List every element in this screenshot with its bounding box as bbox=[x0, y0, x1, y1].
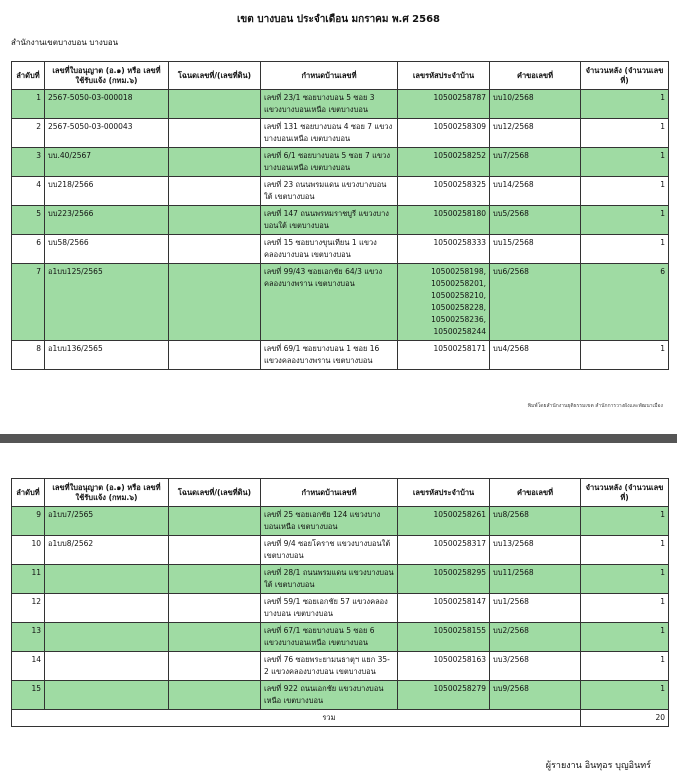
registration-table-page-2 bbox=[11, 478, 669, 727]
cell-license bbox=[45, 681, 169, 710]
cell-request-no: บบ10/2568 bbox=[490, 90, 581, 119]
cell-count: 1 bbox=[581, 90, 669, 119]
cell-deed bbox=[169, 264, 261, 341]
header-count: จำนวนหลัง (จำนวนเลขที่) bbox=[581, 479, 669, 507]
cell-no: 15 bbox=[12, 681, 45, 710]
cell-count: 1 bbox=[581, 235, 669, 264]
table-row bbox=[12, 206, 669, 235]
cell-house-code: 10500258279 bbox=[398, 681, 490, 710]
cell-no: 2 bbox=[12, 119, 45, 148]
cell-address: เลขที่ 23 ถนนพรมแดน แขวงบางบอนใต้ เขตบางบอน bbox=[261, 177, 398, 206]
cell-count: 1 bbox=[581, 148, 669, 177]
cell-deed bbox=[169, 341, 261, 370]
table-row bbox=[12, 652, 669, 681]
registration-table-page-1 bbox=[11, 61, 669, 370]
total-row bbox=[12, 710, 669, 727]
cell-license: บบ218/2566 bbox=[45, 177, 169, 206]
cell-house-code: 10500258180 bbox=[398, 206, 490, 235]
cell-deed bbox=[169, 565, 261, 594]
header-no: ลำดับที่ bbox=[12, 479, 45, 507]
cell-request-no: บบ2/2568 bbox=[490, 623, 581, 652]
table-header-row bbox=[12, 479, 669, 507]
cell-address: เลขที่ 76 ซอยพระยามนธาตุฯ แยก 35-2 แขวงคลองบางบอน เขตบางบอน bbox=[261, 652, 398, 681]
cell-count: 1 bbox=[581, 652, 669, 681]
office-name: สำนักงานเขตบางบอน บางบอน bbox=[11, 38, 119, 47]
cell-house-code: 10500258155 bbox=[398, 623, 490, 652]
cell-request-no: บบ15/2568 bbox=[490, 235, 581, 264]
cell-address: เลขที่ 922 ถนนเอกชัย แขวงบางบอนเหนือ เขตบางบอน bbox=[261, 681, 398, 710]
header-license: เลขที่ใบอนุญาต (อ.๑) หรือ เลขที่ใช้รับแจ้ง (กทม.๖) bbox=[45, 62, 169, 90]
table-body-page-1 bbox=[12, 90, 669, 370]
cell-address: เลขที่ 23/1 ซอยบางบอน 5 ซอย 3 แขวงบางบอนเหนือ เขตบางบอน bbox=[261, 90, 398, 119]
cell-request-no: บบ7/2568 bbox=[490, 148, 581, 177]
cell-house-code: 10500258171 bbox=[398, 341, 490, 370]
cell-deed bbox=[169, 235, 261, 264]
cell-license: บบ.40/2567 bbox=[45, 148, 169, 177]
cell-no: 9 bbox=[12, 507, 45, 536]
cell-deed bbox=[169, 652, 261, 681]
table-row bbox=[12, 119, 669, 148]
cell-address: เลขที่ 25 ซอยเอกชัย 124 แขวงบางบอนเหนือ เขตบางบอน bbox=[261, 507, 398, 536]
cell-license: อ1บบ8/2562 bbox=[45, 536, 169, 565]
cell-request-no: บบ5/2568 bbox=[490, 206, 581, 235]
table-row bbox=[12, 594, 669, 623]
cell-count: 1 bbox=[581, 206, 669, 235]
cell-house-code: 10500258261 bbox=[398, 507, 490, 536]
cell-no: 11 bbox=[12, 565, 45, 594]
table-row bbox=[12, 623, 669, 652]
cell-house-code: 10500258163 bbox=[398, 652, 490, 681]
cell-count: 1 bbox=[581, 341, 669, 370]
cell-request-no: บบ11/2568 bbox=[490, 565, 581, 594]
cell-license: อ1บบ136/2565 bbox=[45, 341, 169, 370]
cell-request-no: บบ3/2568 bbox=[490, 652, 581, 681]
header-no: ลำดับที่ bbox=[12, 62, 45, 90]
cell-license: อ1บบ125/2565 bbox=[45, 264, 169, 341]
cell-license bbox=[45, 652, 169, 681]
cell-deed bbox=[169, 536, 261, 565]
cell-address: เลขที่ 99/43 ซอยเอกชัย 64/3 แขวงคลองบางพราน เขตบางบอน bbox=[261, 264, 398, 341]
cell-count: 1 bbox=[581, 536, 669, 565]
cell-no: 3 bbox=[12, 148, 45, 177]
cell-count: 1 bbox=[581, 119, 669, 148]
cell-license: บบ58/2566 bbox=[45, 235, 169, 264]
cell-request-no: บบ13/2568 bbox=[490, 536, 581, 565]
cell-request-no: บบ6/2568 bbox=[490, 264, 581, 341]
cell-no: 14 bbox=[12, 652, 45, 681]
cell-house-code: 10500258147 bbox=[398, 594, 490, 623]
header-request-no: คำขอเลขที่ bbox=[490, 479, 581, 507]
header-address: กำหนดบ้านเลขที่ bbox=[261, 62, 398, 90]
header-house-code: เลขรหัสประจำบ้าน bbox=[398, 62, 490, 90]
cell-request-no: บบ9/2568 bbox=[490, 681, 581, 710]
cell-no: 13 bbox=[12, 623, 45, 652]
table-row bbox=[12, 148, 669, 177]
footnote: พิมพ์โดยสำนักงานยุติธรรมเขต สำนักการวางผังและพัฒนาเมือง bbox=[527, 403, 663, 409]
cell-no: 8 bbox=[12, 341, 45, 370]
table-header-row bbox=[12, 62, 669, 90]
cell-address: เลขที่ 147 ถนนพรหมราชบูรี แขวงบางบอนใต้ เขตบางบอน bbox=[261, 206, 398, 235]
cell-house-code: 10500258252 bbox=[398, 148, 490, 177]
cell-no: 12 bbox=[12, 594, 45, 623]
table-row bbox=[12, 565, 669, 594]
table-row bbox=[12, 341, 669, 370]
table-row bbox=[12, 90, 669, 119]
cell-address: เลขที่ 59/1 ซอยเอกชัย 57 แขวงคลองบางบอน เขตบางบอน bbox=[261, 594, 398, 623]
total-spacer bbox=[12, 710, 261, 727]
cell-request-no: บบ8/2568 bbox=[490, 507, 581, 536]
page-separator bbox=[0, 434, 677, 443]
cell-license bbox=[45, 594, 169, 623]
table-row bbox=[12, 235, 669, 264]
cell-count: 1 bbox=[581, 565, 669, 594]
cell-license bbox=[45, 565, 169, 594]
table-row bbox=[12, 507, 669, 536]
cell-house-code: 10500258198, 10500258201, 10500258210, 10500258228, 10500258236, 10500258244 bbox=[398, 264, 490, 341]
cell-deed bbox=[169, 206, 261, 235]
cell-deed bbox=[169, 507, 261, 536]
cell-address: เลขที่ 67/1 ซอยบางบอน 5 ซอย 6 แขวงบางบอนเหนือ เขตบางบอน bbox=[261, 623, 398, 652]
reporter-signature-line: ผู้รายงาน อินทุอร บุญอินทร์ bbox=[545, 761, 651, 771]
table-row bbox=[12, 681, 669, 710]
total-spacer-2 bbox=[398, 710, 581, 727]
table-row bbox=[12, 177, 669, 206]
cell-count: 6 bbox=[581, 264, 669, 341]
cell-no: 10 bbox=[12, 536, 45, 565]
cell-request-no: บบ12/2568 bbox=[490, 119, 581, 148]
cell-count: 1 bbox=[581, 681, 669, 710]
cell-license: 2567-5050-03-000018 bbox=[45, 90, 169, 119]
total-value: 20 bbox=[581, 710, 669, 727]
cell-house-code: 10500258333 bbox=[398, 235, 490, 264]
cell-license: บบ223/2566 bbox=[45, 206, 169, 235]
cell-address: เลขที่ 9/4 ซอยโคราช แขวงบางบอนใต้ เขตบางบอน bbox=[261, 536, 398, 565]
cell-count: 1 bbox=[581, 594, 669, 623]
header-house-code: เลขรหัสประจำบ้าน bbox=[398, 479, 490, 507]
cell-license bbox=[45, 623, 169, 652]
cell-deed bbox=[169, 148, 261, 177]
cell-count: 1 bbox=[581, 507, 669, 536]
cell-house-code: 10500258295 bbox=[398, 565, 490, 594]
cell-no: 1 bbox=[12, 90, 45, 119]
header-license: เลขที่ใบอนุญาต (อ.๑) หรือ เลขที่ใช้รับแจ้ง (กทม.๖) bbox=[45, 479, 169, 507]
cell-no: 7 bbox=[12, 264, 45, 341]
header-address: กำหนดบ้านเลขที่ bbox=[261, 479, 398, 507]
cell-deed bbox=[169, 177, 261, 206]
report-page-2 bbox=[0, 443, 677, 778]
cell-house-code: 10500258325 bbox=[398, 177, 490, 206]
table-body-page-2 bbox=[12, 507, 669, 710]
total-label: รวม bbox=[261, 710, 398, 727]
cell-request-no: บบ4/2568 bbox=[490, 341, 581, 370]
cell-license: อ1บบ7/2565 bbox=[45, 507, 169, 536]
cell-no: 5 bbox=[12, 206, 45, 235]
cell-address: เลขที่ 15 ซอยบางขุนเทียน 1 แขวงคลองบางบอน เขตบางบอน bbox=[261, 235, 398, 264]
cell-address: เลขที่ 28/1 ถนนพรมแดน แขวงบางบอนใต้ เขตบางบอน bbox=[261, 565, 398, 594]
cell-house-code: 10500258317 bbox=[398, 536, 490, 565]
report-title: เขต บางบอน ประจำเดือน มกราคม พ.ศ 2568 bbox=[237, 14, 440, 25]
cell-deed bbox=[169, 623, 261, 652]
header-deed: โฉนดเลขที่/(เลขที่ดิน) bbox=[169, 62, 261, 90]
cell-deed bbox=[169, 681, 261, 710]
cell-address: เลขที่ 6/1 ซอยบางบอน 5 ซอย 7 แขวงบางบอนเหนือ เขตบางบอน bbox=[261, 148, 398, 177]
table-row bbox=[12, 264, 669, 341]
cell-deed bbox=[169, 90, 261, 119]
cell-request-no: บบ14/2568 bbox=[490, 177, 581, 206]
cell-house-code: 10500258309 bbox=[398, 119, 490, 148]
cell-house-code: 10500258787 bbox=[398, 90, 490, 119]
cell-count: 1 bbox=[581, 623, 669, 652]
table-row bbox=[12, 536, 669, 565]
cell-deed bbox=[169, 594, 261, 623]
cell-count: 1 bbox=[581, 177, 669, 206]
header-request-no: คำขอเลขที่ bbox=[490, 62, 581, 90]
cell-no: 4 bbox=[12, 177, 45, 206]
header-count: จำนวนหลัง (จำนวนเลขที่) bbox=[581, 62, 669, 90]
cell-address: เลขที่ 69/1 ซอยบางบอน 1 ซอย 16 แขวงคลองบางพราน เขตบางบอน bbox=[261, 341, 398, 370]
cell-deed bbox=[169, 119, 261, 148]
cell-no: 6 bbox=[12, 235, 45, 264]
cell-license: 2567-5050-03-000043 bbox=[45, 119, 169, 148]
cell-address: เลขที่ 131 ซอยบางบอน 4 ซอย 7 แขวงบางบอนเหนือ เขตบางบอน bbox=[261, 119, 398, 148]
cell-request-no: บบ1/2568 bbox=[490, 594, 581, 623]
header-deed: โฉนดเลขที่/(เลขที่ดิน) bbox=[169, 479, 261, 507]
